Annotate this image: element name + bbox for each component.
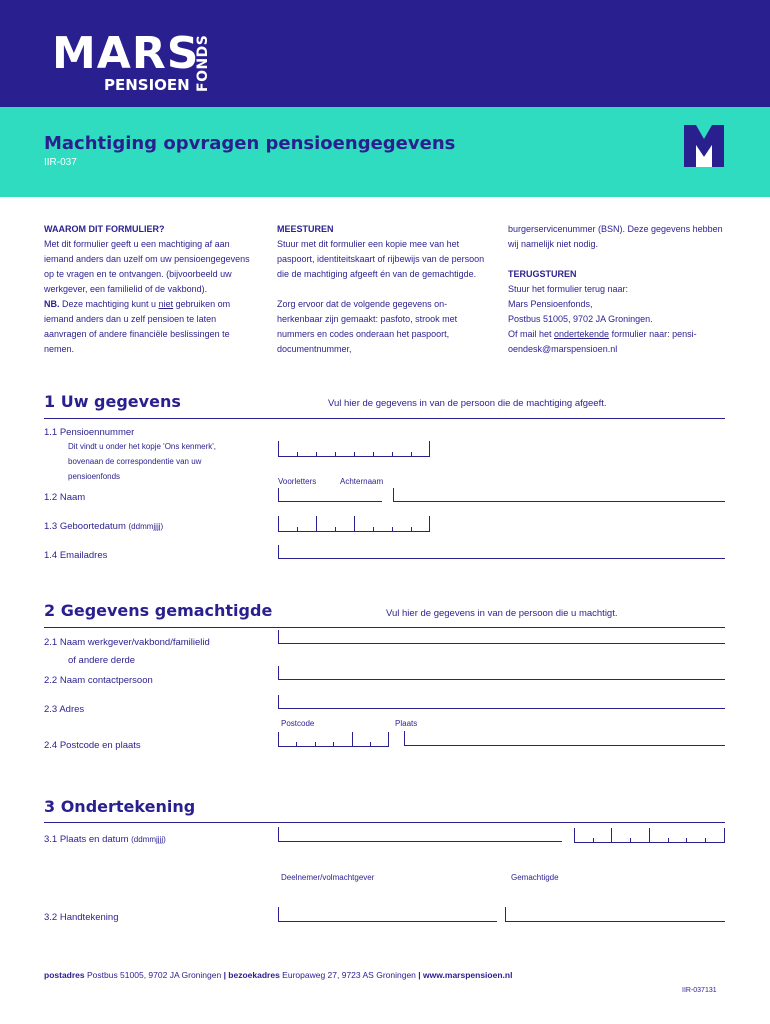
form-code: IIR-037 bbox=[44, 157, 77, 168]
field-1-3-label-text: 1.3 Geboortedatum bbox=[44, 521, 126, 532]
postcode-input[interactable] bbox=[278, 731, 389, 747]
handtekening-gemachtigde-input[interactable] bbox=[505, 907, 725, 922]
section-3-title: 3 Ondertekening bbox=[44, 797, 196, 816]
footer-postadres: Postbus 51005, 9702 JA Groningen bbox=[84, 970, 224, 980]
nb-text-2: gebruiken om iemand anders dan u zelf pensioen te laten aanvragen of andere financiële beslissingen te nemen. bbox=[44, 299, 231, 354]
field-1-3-format: (ddmmjjjj) bbox=[128, 522, 164, 531]
field-1-3-label bbox=[44, 521, 163, 532]
footer-bezoekadres-label: | bezoekadres bbox=[223, 970, 280, 980]
return-ondertekende: ondertekende bbox=[554, 329, 610, 339]
section-2-title: 2 Gegevens gemachtigde bbox=[44, 601, 273, 620]
field-1-2-label: 1.2 Naam bbox=[44, 492, 86, 503]
plaats-ondertekening-input[interactable] bbox=[278, 827, 562, 842]
section-1-title: 1 Uw gegevens bbox=[44, 392, 181, 411]
pensioennummer-input[interactable] bbox=[278, 440, 430, 457]
logo-fonds: FONDS bbox=[195, 34, 211, 92]
logo-pensioen: PENSIOEN bbox=[104, 76, 190, 94]
nb-niet: niet bbox=[158, 299, 174, 309]
document-code: IIR-037131 bbox=[682, 987, 717, 994]
section-2-rule bbox=[44, 627, 725, 628]
bsn-text: burgerservicenummer (BSN). Deze gegevens hebben wij namelijk niet nodig. bbox=[508, 224, 723, 249]
gemachtigde-label: Gemachtigde bbox=[511, 873, 559, 882]
nb-paragraph bbox=[44, 297, 259, 357]
footer-postadres-label: postadres bbox=[44, 970, 85, 980]
return-line-2: Mars Pensioenfonds, bbox=[508, 299, 593, 309]
field-2-2-label: 2.2 Naam contactpersoon bbox=[44, 675, 153, 686]
field-3-1-label-text: 3.1 Plaats en datum bbox=[44, 834, 129, 845]
return-line-4a: Of mail het bbox=[508, 329, 555, 339]
return-line-4 bbox=[508, 327, 726, 357]
voorletters-label: Voorletters bbox=[278, 477, 317, 486]
footer-website-link[interactable]: | www.marspensioen.nl bbox=[418, 970, 513, 980]
field-1-1-label: 1.1 Pensioennummer bbox=[44, 427, 135, 438]
send-text-2: Zorg ervoor dat de volgende gegevens onherkenbaar zijn gemaakt: pasfoto, strook met nummers en codes onderaan het paspoort, documentnummer, bbox=[277, 299, 458, 354]
section-3-rule bbox=[44, 822, 725, 823]
adres-input[interactable] bbox=[278, 695, 725, 709]
mars-m-logo-icon bbox=[684, 125, 724, 167]
field-3-1-format: (ddmmjjjj) bbox=[131, 835, 166, 844]
field-2-1-label-1: 2.1 Naam werkgever/vakbond/familielid bbox=[44, 637, 210, 648]
naam-werkgever-input[interactable] bbox=[278, 630, 725, 644]
intro-column-return bbox=[508, 222, 726, 357]
send-heading: MEESTUREN bbox=[277, 224, 334, 234]
contactpersoon-input[interactable] bbox=[278, 666, 725, 680]
voorletters-input[interactable] bbox=[278, 488, 382, 502]
why-text: Met dit formulier geeft u een machtiging af aan iemand anders dan uzelf om uw pensioengegevens op te vragen en te ontvangen. (bijvoorbeeld uw werkgever, een familielid of de vakbond). bbox=[44, 239, 250, 294]
achternaam-label: Achternaam bbox=[340, 477, 384, 486]
section-1-subtitle: Vul hier de gegevens in van de persoon die de machtiging afgeeft. bbox=[328, 398, 607, 409]
plaats-label: Plaats bbox=[395, 719, 418, 728]
field-2-1-label-2: of andere derde bbox=[68, 655, 136, 666]
handtekening-deelnemer-input[interactable] bbox=[278, 907, 497, 922]
return-line-4b: formulier naar: pensioendesk@marspensioen.nl bbox=[508, 329, 697, 354]
form-title: Machtiging opvragen pensioengegevens bbox=[44, 133, 456, 154]
field-1-1-hint-2: bovenaan de correspondentie van uw bbox=[68, 457, 202, 466]
return-line-1: Stuur het formulier terug naar: bbox=[508, 284, 629, 294]
field-3-2-label: 3.2 Handtekening bbox=[44, 912, 119, 923]
field-1-1-hint-3: pensioenfonds bbox=[68, 472, 121, 481]
field-1-4-label: 1.4 Emailadres bbox=[44, 550, 108, 561]
footer-bezoekadres: Europaweg 27, 9723 AS Groningen bbox=[279, 970, 419, 980]
nb-label: NB. bbox=[44, 299, 60, 309]
intro-column-send bbox=[277, 222, 489, 357]
send-text-1: Stuur met dit formulier een kopie mee van het paspoort, identiteitskaart of rijbewijs van de persoon die de machtiging afgeeft én van de gemachtigde. bbox=[277, 239, 485, 279]
return-heading: TERUGSTUREN bbox=[508, 269, 577, 279]
logo-mars: MARS bbox=[52, 28, 200, 79]
deelnemer-label: Deelnemer/volmachtgever bbox=[281, 873, 375, 882]
achternaam-input[interactable] bbox=[393, 488, 725, 502]
section-2-subtitle: Vul hier de gegevens in van de persoon die u machtigt. bbox=[386, 608, 618, 619]
nb-text-1: Deze machtiging kunt u bbox=[59, 299, 159, 309]
section-1-rule bbox=[44, 418, 725, 419]
postcode-label: Postcode bbox=[281, 719, 315, 728]
plaats-input[interactable] bbox=[404, 731, 725, 746]
intro-column-why bbox=[44, 222, 259, 357]
field-1-1-hint-1: Dit vindt u onder het kopje 'Ons kenmerk', bbox=[68, 442, 217, 451]
field-2-3-label: 2.3 Adres bbox=[44, 704, 85, 715]
field-2-4-label: 2.4 Postcode en plaats bbox=[44, 740, 141, 751]
datum-ondertekening-input[interactable] bbox=[574, 827, 725, 843]
return-line-3: Postbus 51005, 9702 JA Groningen. bbox=[508, 314, 653, 324]
geboortedatum-input[interactable] bbox=[278, 515, 430, 532]
mars-pensioenfonds-logo bbox=[52, 30, 222, 94]
why-heading: WAAROM DIT FORMULIER? bbox=[44, 224, 165, 234]
footer-address bbox=[44, 970, 512, 980]
emailadres-input[interactable] bbox=[278, 545, 725, 559]
field-3-1-label bbox=[44, 834, 166, 845]
